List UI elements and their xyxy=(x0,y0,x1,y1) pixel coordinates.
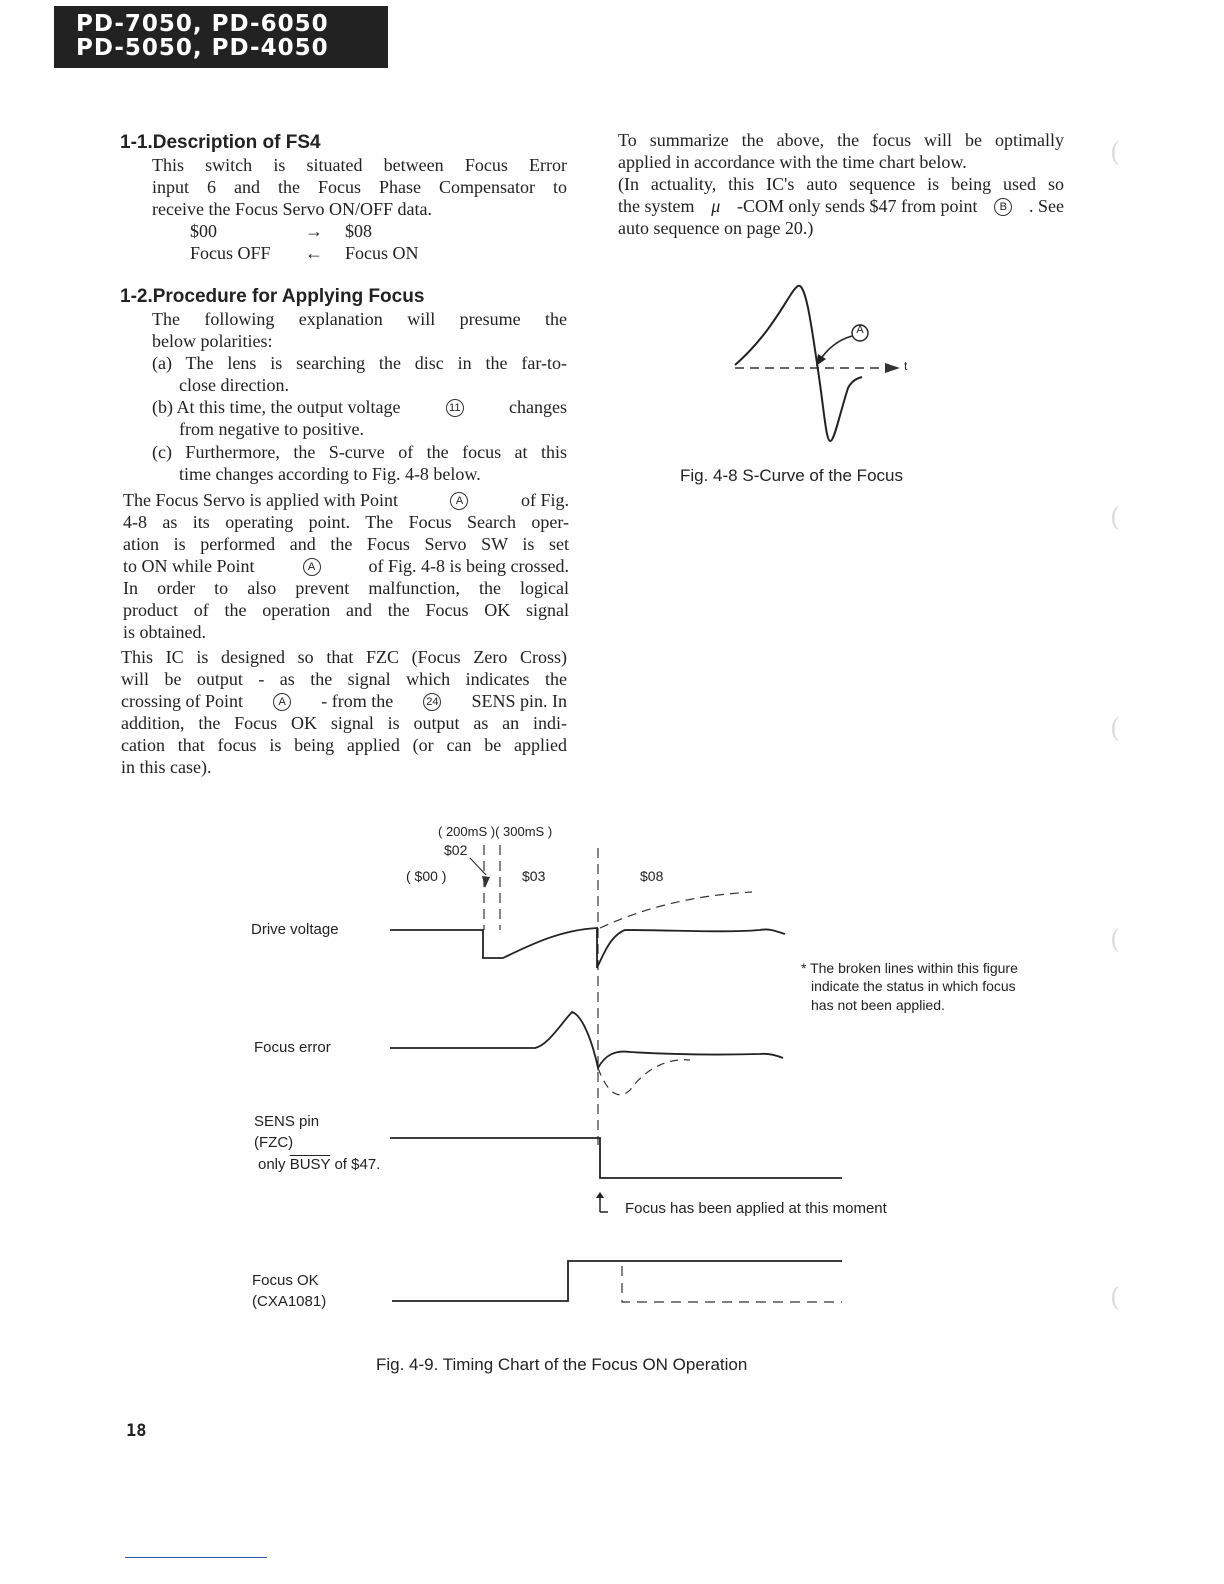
para1-line-7: is obtained. xyxy=(123,622,206,642)
busy-note xyxy=(258,1156,380,1173)
pin-24-icon: 24 xyxy=(423,693,441,711)
s11-line-2: input 6 and the Focus Phase Compensator to xyxy=(152,177,567,197)
page-number: 18 xyxy=(126,1421,147,1441)
s11-line-1: This switch is situated between Focus Error xyxy=(152,155,567,175)
para1-text: The Focus Servo is applied with Point xyxy=(123,490,398,510)
item-c-line-1: (c) Furthermore, the S-curve of the focus at this xyxy=(152,442,567,462)
focus-error-trace xyxy=(390,1012,783,1068)
right-line-1: To summarize the above, the focus will be optimally xyxy=(618,130,1064,150)
item-a-line-1: (a) The lens is searching the disc in the far-to- xyxy=(152,353,567,373)
drive-voltage-dashed xyxy=(600,892,752,928)
para2-text: crossing of Point xyxy=(121,691,244,711)
label-03: $03 xyxy=(522,868,546,884)
note-line-3: has not been applied. xyxy=(811,997,945,1013)
label-02: $02 xyxy=(444,842,468,858)
s12-intro-1: The following explanation will presume the xyxy=(152,309,567,329)
margin-bracket: ( xyxy=(1110,1283,1121,1313)
busy-signal: BUSY xyxy=(289,1156,331,1173)
value-off: $00 xyxy=(190,221,217,241)
focus-off-label: Focus OFF xyxy=(190,243,271,263)
right-line-5: auto sequence on page 20.) xyxy=(618,218,814,238)
right-line-2: applied in accordance with the time chart below. xyxy=(618,152,967,172)
right-text-mid: -COM only sends $47 from point xyxy=(737,196,978,216)
point-a-icon: A xyxy=(273,693,291,711)
fig-4-8-caption: Fig. 4-8 S-Curve of the Focus xyxy=(680,466,903,485)
cxa1081-label: (CXA1081) xyxy=(252,1293,327,1310)
focus-on-label: Focus ON xyxy=(345,243,419,263)
para1-line-3: ation is performed and the Focus Servo SW is set xyxy=(123,534,569,554)
focus-error-dashed xyxy=(598,1060,690,1095)
s11-line-3: receive the Focus Servo ON/OFF data. xyxy=(152,199,432,219)
value-on: $08 xyxy=(345,221,372,241)
para1-text: to ON while Point xyxy=(123,556,255,576)
margin-bracket: ( xyxy=(1110,503,1121,533)
point-a-icon: A xyxy=(303,558,321,576)
para1-line-2: 4-8 as its operating point. The Focus Search oper- xyxy=(123,512,569,532)
busy-note-pre: only xyxy=(258,1156,286,1173)
note-line-2: indicate the status in which focus xyxy=(811,978,1016,994)
para1-text-end: of Fig. xyxy=(520,490,569,510)
item-a-line-2: close direction. xyxy=(179,375,289,395)
point-a-label: A xyxy=(856,324,864,336)
para2-line-4: addition, the Focus OK signal is output as an indi- xyxy=(121,713,567,733)
pin-11-icon: 11 xyxy=(446,399,464,417)
fig-4-9-caption: Fig. 4-9. Timing Chart of the Focus ON Operation xyxy=(376,1355,748,1374)
para2-text-end: SENS pin. In xyxy=(471,691,567,711)
applied-arrowhead xyxy=(596,1192,604,1198)
margin-bracket: ( xyxy=(1110,138,1121,168)
right-text-end: . See xyxy=(1028,196,1064,216)
mu-symbol: μ xyxy=(711,196,721,216)
axis-t-label: t xyxy=(904,359,908,373)
para2-line-1: This IC is designed so that FZC (Focus Zero Cross) xyxy=(121,647,567,667)
heading-1-1: 1-1.Description of FS4 xyxy=(120,132,321,153)
s12-intro-2: below polarities: xyxy=(152,331,273,351)
s02-arrowhead xyxy=(482,876,490,888)
label-08: $08 xyxy=(640,868,664,884)
fzc-label: (FZC) xyxy=(254,1134,294,1151)
label-00: ( $00 ) xyxy=(406,868,447,884)
focus-ok-trace xyxy=(392,1261,842,1301)
para2-line-2: will be output - as the signal which indicates the xyxy=(121,669,567,689)
para2-line-5: cation that focus is being applied (or can be applied xyxy=(121,735,567,755)
model-line-2: PD-5050, PD-4050 xyxy=(76,35,329,61)
model-line-1: PD-7050, PD-6050 xyxy=(76,11,329,37)
sens-pin-trace xyxy=(390,1138,842,1178)
note-line-1: * The broken lines within this figure xyxy=(801,960,1018,976)
para1-line-5: In order to also prevent malfunction, the logical xyxy=(123,578,569,598)
busy-note-post: of $47. xyxy=(334,1156,381,1173)
footer-rule xyxy=(125,1557,267,1558)
arrow-left-icon: ← xyxy=(305,243,323,263)
para2-line-6: in this case). xyxy=(121,757,212,777)
item-b-text: (b) At this time, the output voltage xyxy=(152,397,401,417)
focus-applied-note: Focus has been applied at this moment xyxy=(625,1200,887,1217)
point-a-icon: A xyxy=(450,492,468,510)
point-b-icon: B xyxy=(994,198,1012,216)
sens-pin-label: SENS pin xyxy=(254,1113,320,1130)
item-b-line-2: from negative to positive. xyxy=(179,419,364,439)
item-b-text-end: changes xyxy=(509,397,567,417)
focus-ok-label: Focus OK xyxy=(252,1272,319,1289)
drive-voltage-trace xyxy=(390,928,785,968)
para1-text-end: of Fig. 4-8 is being crossed. xyxy=(368,556,569,576)
drive-voltage-label: Drive voltage xyxy=(251,921,339,938)
para2-text-mid: - from the xyxy=(321,691,394,711)
focus-ok-dashed xyxy=(622,1266,842,1302)
timing-label: ( 200mS )( 300mS ) xyxy=(438,824,553,839)
right-text: the system xyxy=(618,196,695,216)
arrow-right-icon: → xyxy=(305,221,323,241)
right-line-3: (In actuality, this IC's auto sequence is being used so xyxy=(618,174,1064,194)
item-c-line-2: time changes according to Fig. 4-8 below. xyxy=(179,464,481,484)
margin-bracket: ( xyxy=(1110,714,1121,744)
heading-1-2: 1-2.Procedure for Applying Focus xyxy=(120,286,425,307)
margin-bracket: ( xyxy=(1110,925,1121,955)
focus-error-label: Focus error xyxy=(254,1039,331,1056)
para1-line-6: product of the operation and the Focus OK signal xyxy=(123,600,569,620)
